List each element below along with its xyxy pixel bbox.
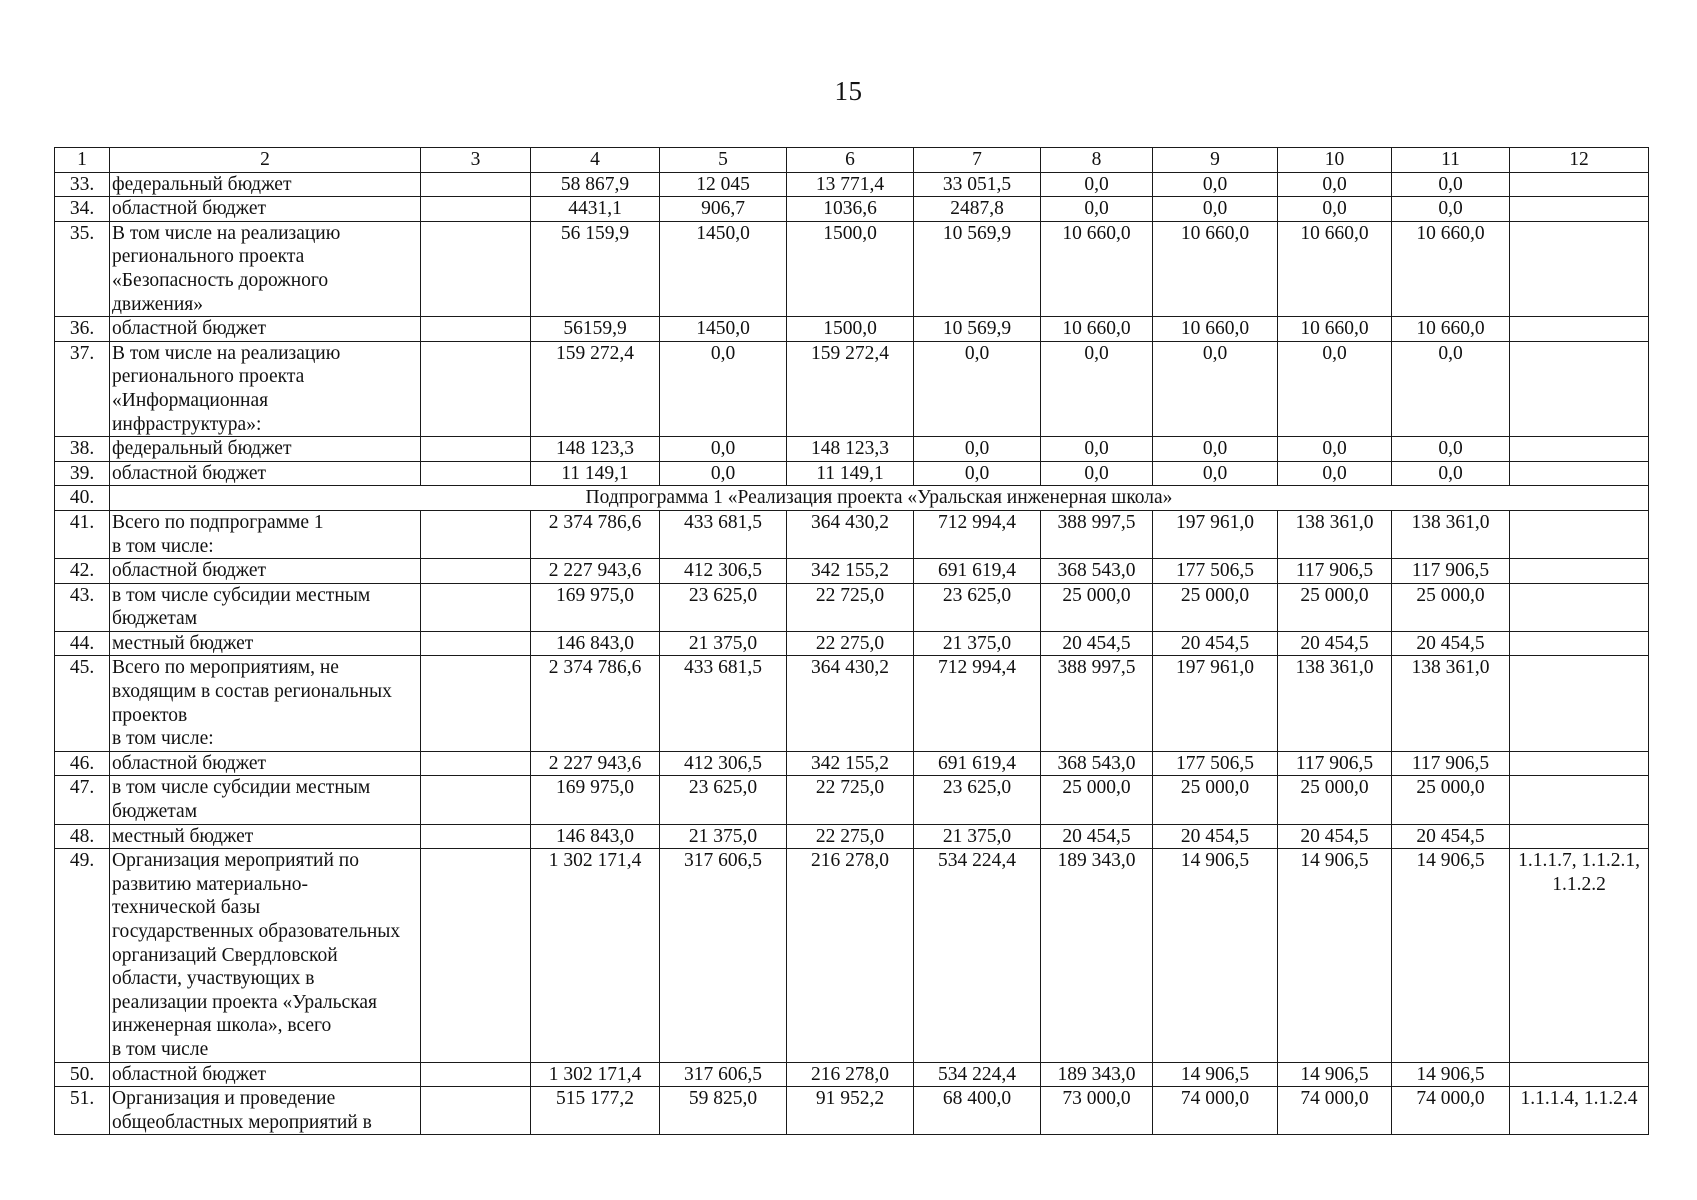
value-cell: 515 177,2 [531, 1087, 660, 1135]
value-cell: 0,0 [1041, 341, 1153, 436]
executor-cell [421, 197, 531, 222]
value-cell: 342 155,2 [787, 751, 914, 776]
value-cell: 4431,1 [531, 197, 660, 222]
row-name-line: инфраструктура»: [112, 413, 262, 435]
value-cell: 11 149,1 [531, 461, 660, 486]
column-number-cell: 9 [1153, 148, 1278, 173]
value-cell: 0,0 [1392, 172, 1510, 197]
row-name-line: технической базы [112, 897, 261, 919]
value-cell: 317 606,5 [660, 1062, 787, 1087]
value-cell: 117 906,5 [1278, 751, 1392, 776]
target-indicator-line: 1.1.2.2 [1552, 873, 1606, 895]
target-indicator-line: 1.1.1.4, 1.1.2.4 [1520, 1088, 1638, 1110]
value-cell: 0,0 [660, 341, 787, 436]
value-cell: 25 000,0 [1278, 776, 1392, 824]
value-cell: 0,0 [914, 341, 1041, 436]
value-cell: 1036,6 [787, 197, 914, 222]
value-cell: 2 374 786,6 [531, 510, 660, 558]
value-cell: 169 975,0 [531, 583, 660, 631]
value-cell: 10 569,9 [914, 317, 1041, 342]
value-cell: 12 045 [660, 172, 787, 197]
column-number-cell: 8 [1041, 148, 1153, 173]
value-cell: 712 994,4 [914, 510, 1041, 558]
row-name-line: государственных образовательных [112, 921, 401, 942]
value-cell: 1500,0 [787, 221, 914, 316]
value-cell: 2 227 943,6 [531, 559, 660, 584]
value-cell: 21 375,0 [660, 631, 787, 656]
row-name-line: Организация и проведение [112, 1088, 336, 1110]
value-cell: 0,0 [914, 437, 1041, 462]
row-name-line: федеральный бюджет [112, 173, 292, 195]
table-row [55, 1087, 1649, 1135]
value-cell: 433 681,5 [660, 656, 787, 751]
target-indicator-cell [1510, 583, 1649, 631]
row-name-line: движения» [112, 293, 204, 315]
value-cell: 0,0 [1041, 437, 1153, 462]
table-row [55, 824, 1649, 849]
value-cell: 59 825,0 [660, 1087, 787, 1135]
row-name-line: в том числе субсидии местным [112, 584, 371, 606]
row-number: 44. [55, 631, 110, 656]
value-cell: 0,0 [1278, 437, 1392, 462]
value-cell: 412 306,5 [660, 751, 787, 776]
value-cell: 0,0 [1153, 437, 1278, 462]
executor-cell [421, 510, 531, 558]
target-indicator-cell [1510, 776, 1649, 824]
value-cell: 534 224,4 [914, 1062, 1041, 1087]
value-cell: 25 000,0 [1041, 583, 1153, 631]
row-number: 41. [55, 510, 110, 558]
value-cell: 368 543,0 [1041, 751, 1153, 776]
row-name-line: области, участвующих в [112, 968, 315, 990]
row-number: 38. [55, 437, 110, 462]
row-name [110, 317, 421, 342]
row-name-line: в том числе: [112, 535, 214, 557]
executor-cell [421, 751, 531, 776]
value-cell: 159 272,4 [787, 341, 914, 436]
value-cell: 20 454,5 [1278, 824, 1392, 849]
table-row [55, 849, 1649, 1062]
value-cell: 342 155,2 [787, 559, 914, 584]
row-number: 40. [55, 486, 110, 511]
value-cell: 177 506,5 [1153, 751, 1278, 776]
value-cell: 216 278,0 [787, 849, 914, 1062]
row-number: 51. [55, 1087, 110, 1135]
value-cell: 0,0 [1041, 197, 1153, 222]
value-cell: 25 000,0 [1153, 776, 1278, 824]
value-cell: 23 625,0 [660, 583, 787, 631]
row-number: 43. [55, 583, 110, 631]
column-number-cell: 7 [914, 148, 1041, 173]
executor-cell [421, 172, 531, 197]
column-number-cell: 3 [421, 148, 531, 173]
value-cell: 2 374 786,6 [531, 656, 660, 751]
table-row [55, 197, 1649, 222]
row-name-line: областной бюджет [112, 1063, 267, 1085]
row-name-line: областной бюджет [112, 752, 267, 774]
value-cell: 0,0 [914, 461, 1041, 486]
value-cell: 56 159,9 [531, 221, 660, 316]
row-number: 50. [55, 1062, 110, 1087]
executor-cell [421, 1087, 531, 1135]
value-cell: 0,0 [1041, 172, 1153, 197]
row-name [110, 172, 421, 197]
row-name-line: «Информационная [112, 389, 269, 411]
row-name [110, 197, 421, 222]
value-cell: 148 123,3 [787, 437, 914, 462]
value-cell: 25 000,0 [1041, 776, 1153, 824]
table-row [55, 437, 1649, 462]
executor-cell [421, 631, 531, 656]
value-cell: 0,0 [1153, 461, 1278, 486]
target-indicator-cell [1510, 824, 1649, 849]
value-cell: 0,0 [1392, 341, 1510, 436]
row-number: 39. [55, 461, 110, 486]
row-name-line: регионального проекта [112, 366, 305, 388]
value-cell: 13 771,4 [787, 172, 914, 197]
row-name-line: Всего по мероприятиям, не [112, 657, 339, 679]
value-cell: 1500,0 [787, 317, 914, 342]
budget-table [54, 147, 1649, 1135]
value-cell: 534 224,4 [914, 849, 1041, 1062]
value-cell: 25 000,0 [1153, 583, 1278, 631]
column-number-cell: 10 [1278, 148, 1392, 173]
value-cell: 21 375,0 [914, 824, 1041, 849]
row-number: 48. [55, 824, 110, 849]
executor-cell [421, 437, 531, 462]
subprogram-title: Подпрограмма 1 «Реализация проекта «Уральская инженерная школа» [110, 486, 1649, 511]
value-cell: 906,7 [660, 197, 787, 222]
row-number: 49. [55, 849, 110, 1062]
value-cell: 25 000,0 [1392, 776, 1510, 824]
executor-cell [421, 824, 531, 849]
value-cell: 0,0 [1392, 461, 1510, 486]
value-cell: 1450,0 [660, 221, 787, 316]
value-cell: 433 681,5 [660, 510, 787, 558]
value-cell: 138 361,0 [1392, 656, 1510, 751]
value-cell: 117 906,5 [1392, 559, 1510, 584]
table-row [55, 486, 1649, 511]
target-indicator-cell [1510, 341, 1649, 436]
value-cell: 21 375,0 [914, 631, 1041, 656]
value-cell: 14 906,5 [1153, 849, 1278, 1062]
column-number-cell: 6 [787, 148, 914, 173]
value-cell: 169 975,0 [531, 776, 660, 824]
value-cell: 0,0 [1041, 461, 1153, 486]
value-cell: 33 051,5 [914, 172, 1041, 197]
table-row [55, 510, 1649, 558]
value-cell: 0,0 [1278, 461, 1392, 486]
row-name-line: регионального проекта [112, 246, 305, 268]
row-name [110, 824, 421, 849]
value-cell: 148 123,3 [531, 437, 660, 462]
row-name-line: областной бюджет [112, 462, 267, 484]
target-indicator-cell [1510, 197, 1649, 222]
value-cell: 68 400,0 [914, 1087, 1041, 1135]
row-number: 35. [55, 221, 110, 316]
target-indicator-cell [1510, 172, 1649, 197]
table-row [55, 341, 1649, 436]
row-name-line: проектов [112, 704, 188, 726]
row-name-line: В том числе на реализацию [112, 342, 341, 364]
value-cell: 22 725,0 [787, 583, 914, 631]
executor-cell [421, 461, 531, 486]
value-cell: 146 843,0 [531, 631, 660, 656]
row-name-line: областной бюджет [112, 318, 267, 340]
target-indicator-cell [1510, 849, 1649, 1062]
row-name-line: в том числе субсидии местным [112, 777, 371, 799]
target-indicator-cell [1510, 559, 1649, 584]
value-cell: 691 619,4 [914, 751, 1041, 776]
value-cell: 146 843,0 [531, 824, 660, 849]
target-indicator-cell [1510, 751, 1649, 776]
row-name-line: местный бюджет [112, 825, 254, 847]
value-cell: 364 430,2 [787, 656, 914, 751]
page-number: 15 [834, 76, 863, 106]
row-number: 45. [55, 656, 110, 751]
value-cell: 20 454,5 [1153, 824, 1278, 849]
value-cell: 22 725,0 [787, 776, 914, 824]
value-cell: 117 906,5 [1278, 559, 1392, 584]
value-cell: 0,0 [660, 461, 787, 486]
value-cell: 1450,0 [660, 317, 787, 342]
value-cell: 412 306,5 [660, 559, 787, 584]
value-cell: 20 454,5 [1392, 824, 1510, 849]
table-row [55, 461, 1649, 486]
table-row [55, 776, 1649, 824]
target-indicator-cell [1510, 656, 1649, 751]
row-name [110, 559, 421, 584]
row-name-line: развитию материально- [112, 873, 308, 895]
value-cell: 10 660,0 [1153, 221, 1278, 316]
executor-cell [421, 317, 531, 342]
row-name [110, 583, 421, 631]
row-number: 47. [55, 776, 110, 824]
value-cell: 10 660,0 [1278, 221, 1392, 316]
target-indicator-line: 1.1.1.7, 1.1.2.1, [1518, 850, 1640, 872]
value-cell: 388 997,5 [1041, 510, 1153, 558]
row-name [110, 751, 421, 776]
value-cell: 0,0 [1278, 341, 1392, 436]
row-name-line: областной бюджет [112, 198, 267, 220]
value-cell: 138 361,0 [1278, 656, 1392, 751]
value-cell: 0,0 [1278, 172, 1392, 197]
target-indicator-cell [1510, 1087, 1649, 1135]
value-cell: 117 906,5 [1392, 751, 1510, 776]
row-name-line: В том числе на реализацию [112, 222, 341, 244]
value-cell: 23 625,0 [660, 776, 787, 824]
value-cell: 73 000,0 [1041, 1087, 1153, 1135]
row-name [110, 656, 421, 751]
table-row [55, 317, 1649, 342]
value-cell: 712 994,4 [914, 656, 1041, 751]
row-name-line: бюджетам [112, 801, 198, 823]
table-row [55, 221, 1649, 316]
value-cell: 14 906,5 [1392, 1062, 1510, 1087]
value-cell: 14 906,5 [1278, 849, 1392, 1062]
value-cell: 364 430,2 [787, 510, 914, 558]
target-indicator-cell [1510, 631, 1649, 656]
value-cell: 20 454,5 [1153, 631, 1278, 656]
row-number: 37. [55, 341, 110, 436]
column-number-cell: 1 [55, 148, 110, 173]
value-cell: 0,0 [1153, 172, 1278, 197]
table-row [55, 1062, 1649, 1087]
executor-cell [421, 776, 531, 824]
value-cell: 0,0 [1392, 197, 1510, 222]
value-cell: 74 000,0 [1278, 1087, 1392, 1135]
value-cell: 10 660,0 [1041, 221, 1153, 316]
target-indicator-cell [1510, 221, 1649, 316]
row-number: 36. [55, 317, 110, 342]
table-row [55, 172, 1649, 197]
row-name [110, 631, 421, 656]
row-number: 34. [55, 197, 110, 222]
row-number: 46. [55, 751, 110, 776]
row-name-line: бюджетам [112, 608, 198, 630]
target-indicator-cell [1510, 437, 1649, 462]
value-cell: 22 275,0 [787, 824, 914, 849]
row-name [110, 1087, 421, 1135]
value-cell: 22 275,0 [787, 631, 914, 656]
value-cell: 10 660,0 [1278, 317, 1392, 342]
value-cell: 177 506,5 [1153, 559, 1278, 584]
table-row [55, 631, 1649, 656]
target-indicator-cell [1510, 510, 1649, 558]
row-name [110, 776, 421, 824]
row-name [110, 341, 421, 436]
value-cell: 691 619,4 [914, 559, 1041, 584]
column-number-cell: 12 [1510, 148, 1649, 173]
value-cell: 10 660,0 [1392, 317, 1510, 342]
column-number-cell: 11 [1392, 148, 1510, 173]
executor-cell [421, 656, 531, 751]
value-cell: 20 454,5 [1392, 631, 1510, 656]
value-cell: 10 660,0 [1392, 221, 1510, 316]
row-name [110, 461, 421, 486]
executor-cell [421, 221, 531, 316]
row-name-line: инженерная школа», всего [112, 1015, 332, 1037]
row-name-line: Организация мероприятий по [112, 850, 359, 872]
table-row [55, 656, 1649, 751]
target-indicator-cell [1510, 317, 1649, 342]
value-cell: 0,0 [1392, 437, 1510, 462]
row-name-line: в том числе [112, 1038, 209, 1060]
row-number: 42. [55, 559, 110, 584]
row-name [110, 437, 421, 462]
column-number-cell: 2 [110, 148, 421, 173]
value-cell: 216 278,0 [787, 1062, 914, 1087]
value-cell: 14 906,5 [1153, 1062, 1278, 1087]
value-cell: 0,0 [1278, 197, 1392, 222]
value-cell: 0,0 [660, 437, 787, 462]
target-indicator-cell [1510, 461, 1649, 486]
column-number-cell: 4 [531, 148, 660, 173]
row-name [110, 221, 421, 316]
value-cell: 91 952,2 [787, 1087, 914, 1135]
row-number: 33. [55, 172, 110, 197]
column-number-row [55, 148, 1649, 173]
value-cell: 189 343,0 [1041, 849, 1153, 1062]
value-cell: 25 000,0 [1392, 583, 1510, 631]
value-cell: 10 569,9 [914, 221, 1041, 316]
row-name-line: областной бюджет [112, 560, 267, 582]
value-cell: 25 000,0 [1278, 583, 1392, 631]
value-cell: 21 375,0 [660, 824, 787, 849]
row-name [110, 510, 421, 558]
value-cell: 0,0 [1153, 341, 1278, 436]
value-cell: 197 961,0 [1153, 510, 1278, 558]
value-cell: 74 000,0 [1153, 1087, 1278, 1135]
row-name [110, 849, 421, 1062]
executor-cell [421, 559, 531, 584]
table-row [55, 559, 1649, 584]
value-cell: 14 906,5 [1392, 849, 1510, 1062]
row-name-line: федеральный бюджет [112, 438, 292, 460]
value-cell: 1 302 171,4 [531, 1062, 660, 1087]
row-name-line: «Безопасность дорожного [112, 269, 329, 291]
table-row [55, 751, 1649, 776]
row-name-line: организаций Свердловской [112, 944, 338, 966]
value-cell: 388 997,5 [1041, 656, 1153, 751]
value-cell: 189 343,0 [1041, 1062, 1153, 1087]
value-cell: 20 454,5 [1041, 824, 1153, 849]
executor-cell [421, 849, 531, 1062]
value-cell: 197 961,0 [1153, 656, 1278, 751]
value-cell: 159 272,4 [531, 341, 660, 436]
column-number-cell: 5 [660, 148, 787, 173]
value-cell: 14 906,5 [1278, 1062, 1392, 1087]
value-cell: 10 660,0 [1041, 317, 1153, 342]
value-cell: 23 625,0 [914, 583, 1041, 631]
executor-cell [421, 341, 531, 436]
row-name-line: входящим в состав региональных [112, 681, 392, 703]
executor-cell [421, 1062, 531, 1087]
value-cell: 20 454,5 [1278, 631, 1392, 656]
row-name-line: общеобластных мероприятий в [112, 1111, 372, 1133]
value-cell: 138 361,0 [1392, 510, 1510, 558]
executor-cell [421, 583, 531, 631]
value-cell: 317 606,5 [660, 849, 787, 1062]
row-name [110, 1062, 421, 1087]
value-cell: 2 227 943,6 [531, 751, 660, 776]
row-name-line: Всего по подпрограмме 1 [112, 511, 324, 533]
value-cell: 1 302 171,4 [531, 849, 660, 1062]
value-cell: 11 149,1 [787, 461, 914, 486]
value-cell: 10 660,0 [1153, 317, 1278, 342]
target-indicator-cell [1510, 1062, 1649, 1087]
value-cell: 2487,8 [914, 197, 1041, 222]
value-cell: 74 000,0 [1392, 1087, 1510, 1135]
value-cell: 20 454,5 [1041, 631, 1153, 656]
value-cell: 0,0 [1153, 197, 1278, 222]
value-cell: 58 867,9 [531, 172, 660, 197]
row-name-line: реализации проекта «Уральская [112, 991, 378, 1013]
value-cell: 368 543,0 [1041, 559, 1153, 584]
row-name-line: местный бюджет [112, 632, 254, 654]
table-row [55, 583, 1649, 631]
value-cell: 56159,9 [531, 317, 660, 342]
value-cell: 23 625,0 [914, 776, 1041, 824]
value-cell: 138 361,0 [1278, 510, 1392, 558]
row-name-line: в том числе: [112, 728, 214, 750]
